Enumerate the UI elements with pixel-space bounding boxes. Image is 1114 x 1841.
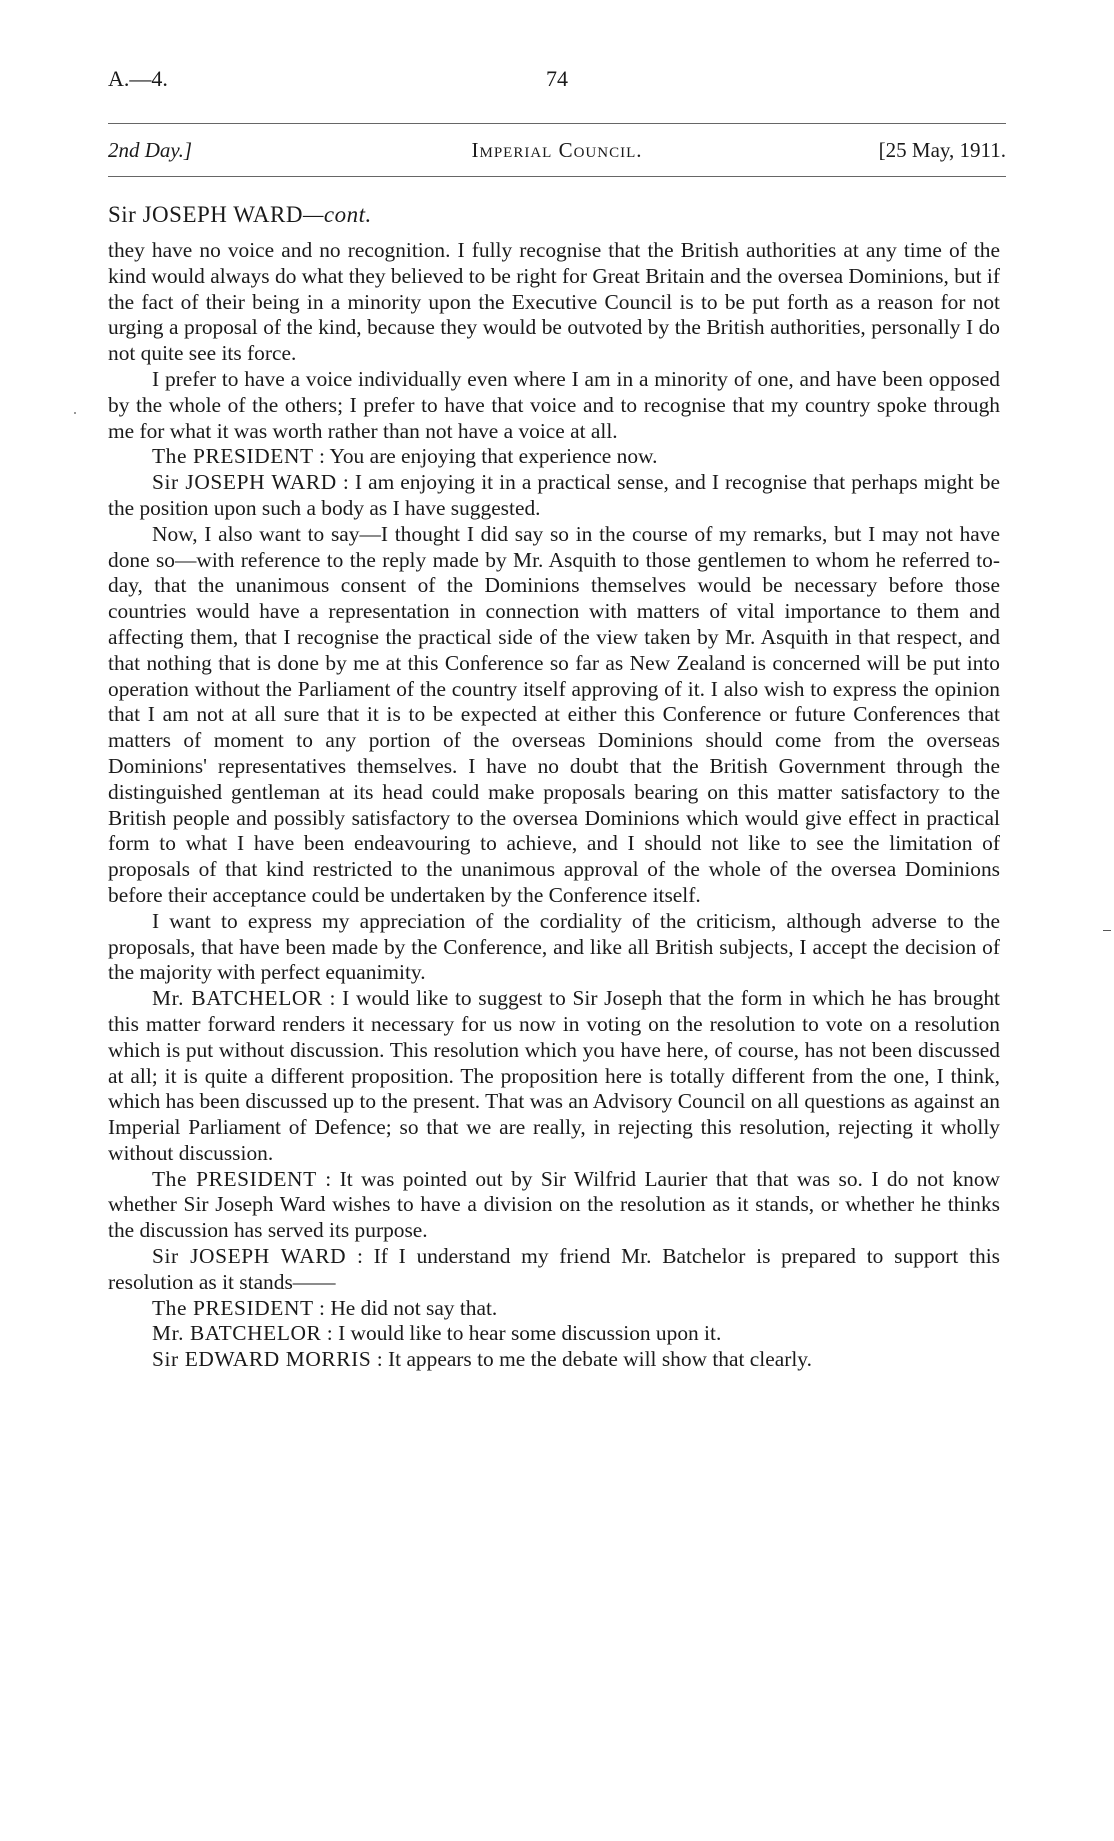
paragraph <box>108 1321 1000 1347</box>
page-number: 74 <box>546 66 568 91</box>
speaker-name: Sir JOSEPH WARD <box>152 470 337 495</box>
paragraph <box>108 367 1000 444</box>
speaker-name: Mr. BATCHELOR <box>152 986 323 1011</box>
paragraph <box>108 909 1000 986</box>
paragraph <box>108 1347 1000 1373</box>
speaker-continuation-suffix: —cont. <box>302 202 372 227</box>
speaker-name: The PRESIDENT <box>152 444 314 469</box>
paper-reference: A.—4. <box>108 66 168 91</box>
paragraph <box>108 986 1000 1167</box>
paragraph-text: they have no voice and no recognition. I fully recognise that the British authorities at any time of the kind would always do what they believed to be right for Great Britain and the oversea Dominions, but if the fact of their being in a minority upon the Executive Council is to be put forth as a reason for not urging a proposal of the kind, because they would be outvoted by the British authorities, personally I do not quite see its force. <box>108 238 1000 366</box>
paragraph-text: Now, I also want to say—I thought I did say so in the course of my remarks, but I may not have done so—with reference to the reply made by Mr. Asquith to those gentlemen to whom he referred to-day, that the unanimous consent of the Dominions themselves would be necessary before those countries would have a representation in connection with matters of vital importance to them and affecting them, that I recognise the practical side of the view taken by Mr. Asquith in that respect, and that nothing that is done by me at this Conference so far as New Zealand is concerned will be put into operation without the Parliament of the country itself approving of it. I also wish to express the opinion that I am not at all sure that it is to be expected at either this Conference or future Conferences that matters of moment to any portion of the overseas Dominions should come from the overseas Dominions' representatives themselves. I have no doubt that the British Government through the distinguished gentleman at its head could make proposals bearing on this matter satisfactory to the British people and possibly satisfactory to the oversea Dominions which would give effect in practical form to what I have been endeavouring to achieve, and I should not like to see the limitation of proposals of that kind restricted to the unanimous approval of the whole of the oversea Dominions before their acceptance could be undertaken by the Conference itself. <box>108 521 1000 907</box>
paragraph <box>108 522 1000 909</box>
paragraph-text: : It appears to me the debate will show that clearly. <box>376 1347 812 1372</box>
margin-mark-dot <box>74 412 76 414</box>
speaker-name: Mr. BATCHELOR <box>152 1321 322 1346</box>
running-head <box>108 123 1006 177</box>
paragraph-text: : It was pointed out by Sir Wilfrid Laurier that that was so. I do not know whether Sir Joseph Ward wishes to have a division on the resolution as it stands, or whether he thinks the discussion has served its purpose. <box>108 1166 1000 1243</box>
speaker-name: The PRESIDENT <box>152 1295 314 1320</box>
paragraph <box>108 1296 1000 1322</box>
paragraph <box>108 470 1000 522</box>
paragraph <box>108 1244 1000 1296</box>
paragraph-text: : If I understand my friend Mr. Batchelor is prepared to support this resolution as it stands—— <box>108 1244 1000 1294</box>
paragraph <box>108 1167 1000 1244</box>
speaker-continuation-name: Sir JOSEPH WARD <box>108 202 303 227</box>
page-header <box>108 66 1006 92</box>
paragraph-text: : I am enjoying it in a practical sense, and I recognise that perhaps might be the position upon such a body as I have suggested. <box>108 470 1000 520</box>
paragraph-text: : I would like to hear some discussion upon it. <box>326 1321 722 1346</box>
running-head-day: 2nd Day.] <box>108 138 192 162</box>
paragraph-text: : I would like to suggest to Sir Joseph that the form in which he has brought this matter forward renders it necessary for us now in voting on the resolution to vote on a resolution which is put without discussion. This resolution which you have here, of course, has not been discussed at all; it is quite a different proposition. The proposition here is totally different from the one, I think, which has been discussed up to the present. That was an Advisory Council on all questions as against an Imperial Parliament of Defence; so that we are really, in rejecting this resolution, rejecting it wholly without discussion. <box>108 986 1000 1165</box>
paragraph <box>108 238 1000 367</box>
paragraph-text: : You are enjoying that experience now. <box>319 444 658 469</box>
paragraph-text: I prefer to have a voice individually even where I am in a minority of one, and have been opposed by the whole of the others; I prefer to have that voice and to recognise that my country spoke through me for what it was worth rather than not have a voice at all. <box>108 366 1000 443</box>
paragraph-text: I want to express my appreciation of the cordiality of the criticism, although adverse to the proposals, that have been made by the Conference, and like all British subjects, I accept the decision of the majority with perfect equanimity. <box>108 908 1000 985</box>
running-head-date: [25 May, 1911. <box>878 138 1006 162</box>
speaker-name: The PRESIDENT <box>152 1166 317 1191</box>
speaker-name: Sir EDWARD MORRIS <box>152 1347 372 1372</box>
speaker-continuation-heading <box>108 202 372 228</box>
running-head-title: Imperial Council. <box>471 138 643 162</box>
paragraph-text: : He did not say that. <box>319 1295 498 1320</box>
transcript-body <box>108 238 1000 1373</box>
margin-mark-dash <box>1103 930 1111 931</box>
paragraph <box>108 444 1000 470</box>
speaker-name: Sir JOSEPH WARD <box>152 1244 347 1269</box>
